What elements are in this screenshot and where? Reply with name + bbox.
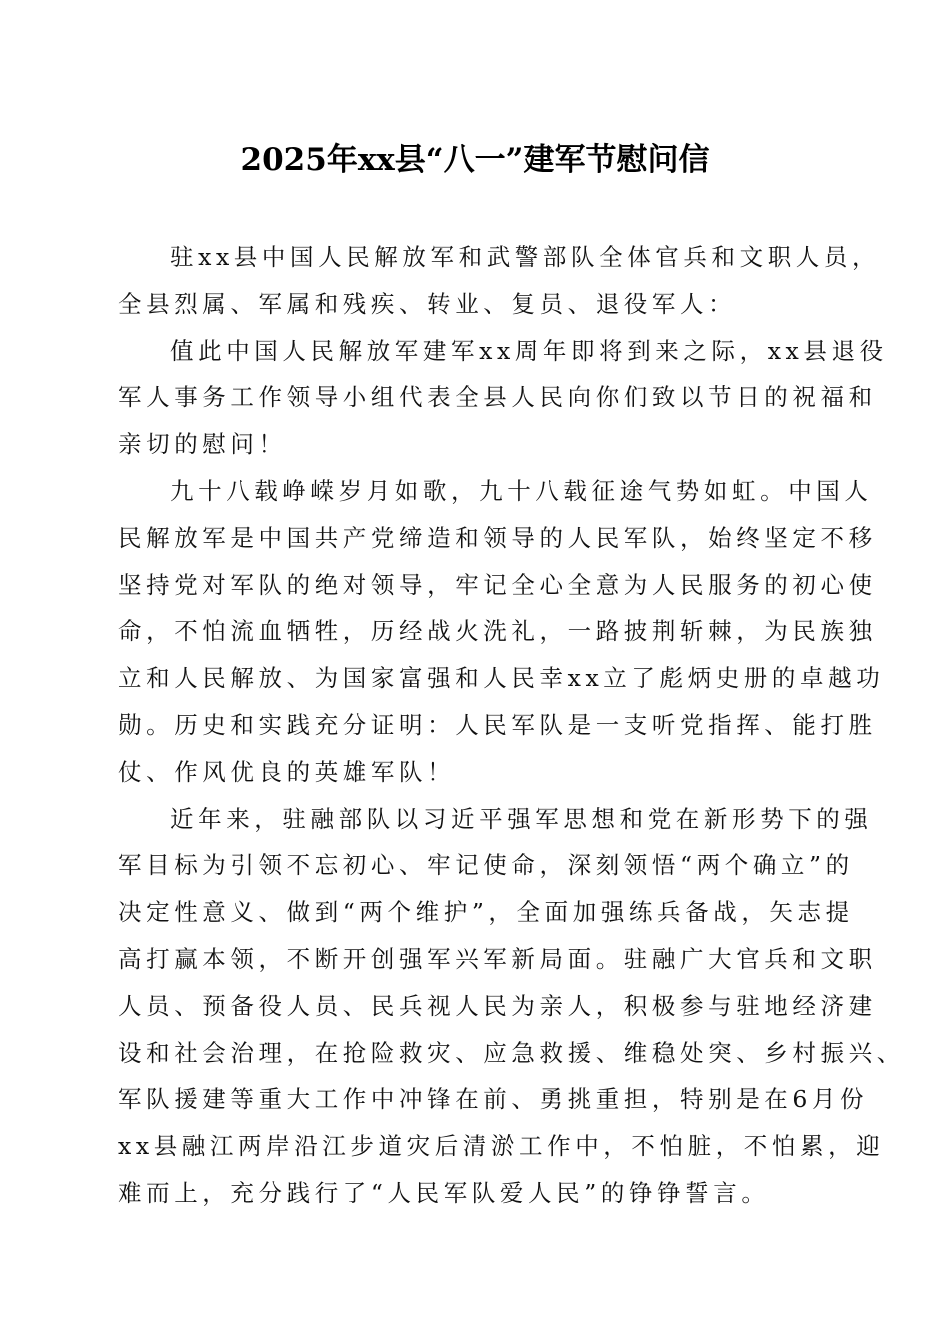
text-line: 决定性意义、做到“两个维护”，全面加强练兵备战，矢志提 [118,898,854,927]
text-line: 立和人民解放、为国家富强和人民幸xx立了彪炳史册的卓越功 [118,664,885,693]
text-line: 勋。历史和实践充分证明：人民军队是一支听党指挥、能打胜 [118,710,877,739]
text-line: xx县融江两岸沿江步道灾后清淤工作中，不怕脏，不怕累，迎 [118,1132,885,1161]
salutation-paragraph [118,234,881,328]
text-line: 人员、预备役人员、民兵视人民为亲人，积极参与驻地经济建 [118,991,877,1020]
text-line: 亲切的慰问！ [118,430,287,459]
achievements-paragraph [118,796,905,1217]
text-line: 高打赢本领，不断开创强军兴军新局面。驻融广大官兵和文职 [118,944,877,973]
text-line: 难而上，充分践行了“人民军队爱人民”的铮铮誓言。 [118,1178,770,1207]
text-line: 全县烈属、军属和残疾、转业、复员、退役军人： [118,289,737,318]
letter-body [118,234,905,1217]
history-paragraph [118,468,885,796]
text-line: 近年来，驻融部队以习近平强军思想和党在新形势下的强 [170,804,873,833]
text-line: 命，不怕流血牺牲，历经战火洗礼，一路披荆斩棘，为民族独 [118,617,877,646]
greeting-paragraph [118,328,888,468]
text-line: 军人事务工作领导小组代表全县人民向你们致以节日的祝福和 [118,383,877,412]
text-line: 民解放军是中国共产党缔造和领导的人民军队，始终坚定不移 [118,523,877,552]
text-line: 驻xx县中国人民解放军和武警部队全体官兵和文职人员， [170,243,881,271]
text-line: 值此中国人民解放军建军xx周年即将到来之际，xx县退役 [170,336,888,365]
text-line: 军队援建等重大工作中冲锋在前、勇挑重担，特别是在6月份 [118,1085,869,1114]
document-title: 2025年xx县“八一”建军节慰问信 [240,142,710,178]
text-line: 军目标为引领不忘初心、牢记使命，深刻领悟“两个确立”的 [118,851,854,880]
text-line: 九十八载峥嵘岁月如歌，九十八载征途气势如虹。中国人 [170,476,873,505]
text-line: 设和社会治理，在抢险救灾、应急救援、维稳处突、乡村振兴、 [118,1038,905,1067]
text-line: 坚持党对军队的绝对领导，牢记全心全意为人民服务的初心使 [118,570,877,599]
text-line: 仗、作风优良的英雄军队！ [118,757,456,786]
